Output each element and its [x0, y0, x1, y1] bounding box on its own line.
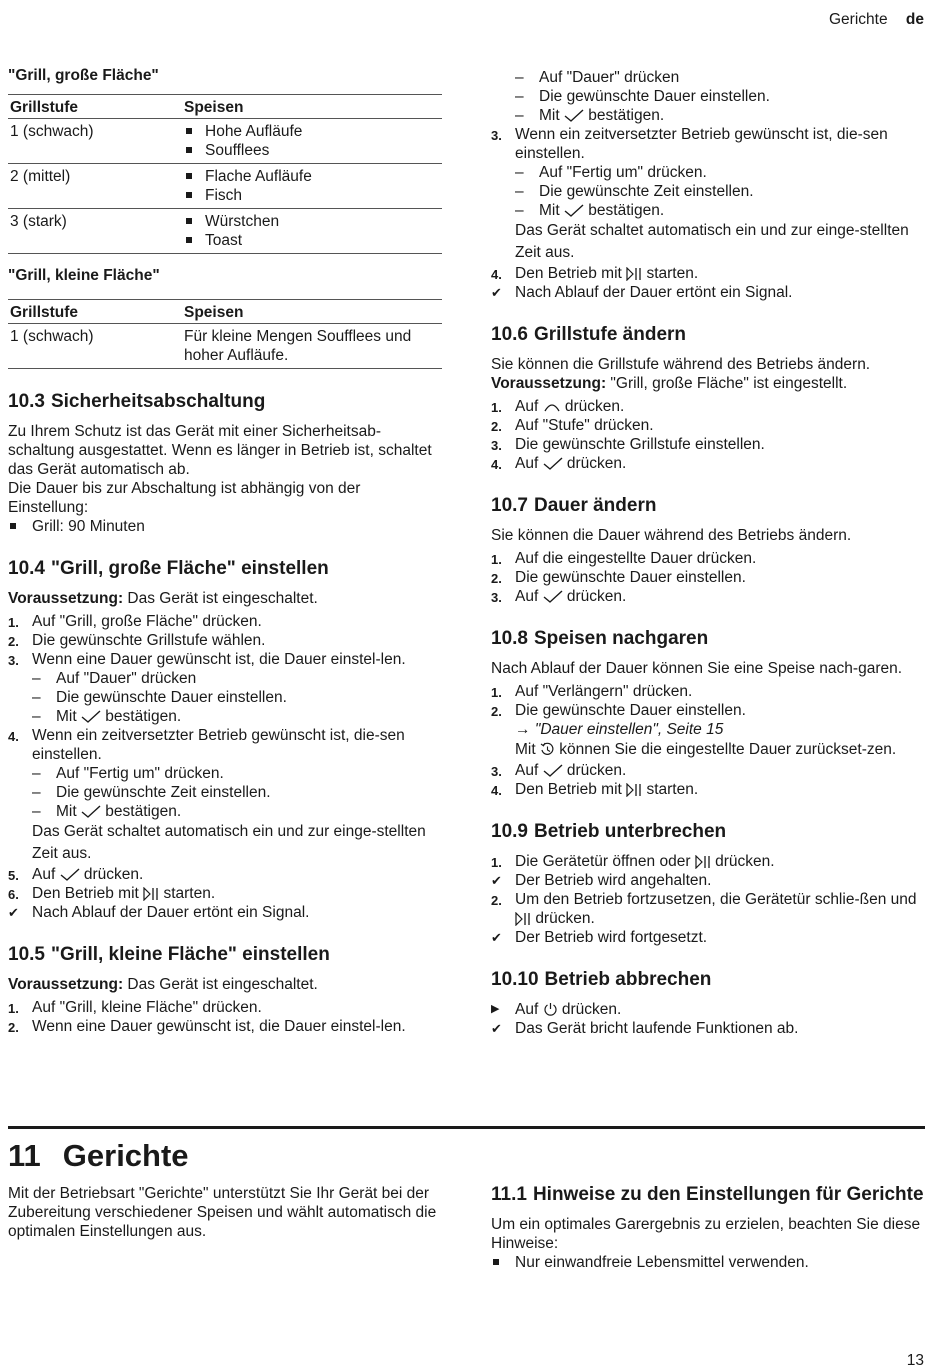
result-check-icon: ✔: [491, 1021, 502, 1036]
substep: [491, 106, 931, 125]
section-number: 10.9: [491, 821, 528, 842]
action-text: drücken.: [561, 1001, 622, 1018]
prerequisite-label: Voraussetzung:: [8, 590, 124, 607]
step-text: Auf "Stufe" drücken.: [515, 417, 654, 434]
step-text: starten.: [646, 781, 699, 798]
bullet-square-icon: [10, 523, 16, 529]
food-item: Toast: [205, 232, 243, 249]
grill-arc-icon: [543, 401, 561, 413]
substep: – Auf "Dauer" drücken: [8, 669, 442, 688]
substep-text: bestätigen.: [105, 708, 182, 725]
step-text: drücken.: [566, 588, 627, 605]
step-text: drücken.: [566, 762, 627, 779]
section-number: 11.1: [491, 1184, 527, 1205]
prerequisite-text: Das Gerät ist eingeschaltet.: [123, 976, 318, 993]
checkmark-icon: [81, 805, 101, 819]
step-text: Die gewünschte Dauer einstellen.: [515, 702, 746, 719]
step: 1. Auf drücken.: [491, 398, 625, 415]
level-cell: 2 (mittel): [8, 164, 182, 209]
level-cell: 1 (schwach): [8, 119, 182, 164]
result-check-icon: ✔: [8, 905, 19, 920]
section-title: "Grill, kleine Fläche" einstellen: [50, 944, 330, 965]
bullet-square-icon: [186, 147, 192, 153]
step: 1. Auf die eingestellte Dauer drücken.: [491, 550, 757, 567]
step-text: Auf "Verlängern" drücken.: [515, 683, 693, 700]
step-text: Wenn ein zeitversetzter Betrieb gewünscht ist, die-sen einstellen.: [32, 727, 405, 763]
note-text: können Sie die eingestellte Dauer zurückset-zen.: [559, 741, 897, 758]
left-column: [8, 66, 442, 1036]
action-triangle-icon: ▶: [491, 1003, 500, 1015]
checkmark-icon: [543, 590, 563, 604]
bullet-text: Grill: 90 Minuten: [32, 518, 145, 535]
step: 1. Auf "Grill, große Fläche" drücken.: [8, 613, 262, 630]
grill-large-caption: "Grill, große Fläche": [8, 67, 159, 84]
step: 1. Die Gerätetür öffnen oder drücken.: [491, 853, 775, 870]
step-text: Auf: [515, 398, 539, 415]
food-cell: Für kleine Mengen Soufflees und hoher Aufläufe.: [182, 324, 442, 369]
section-heading-10-4: [8, 558, 442, 580]
substep: [491, 201, 931, 220]
result-item: [491, 1019, 931, 1038]
page-number: 13: [906, 1352, 924, 1369]
result-check-icon: ✔: [491, 285, 502, 300]
section-number: 10.10: [491, 969, 539, 990]
substep: [8, 707, 442, 726]
section-title: Hinweise zu den Einstellungen für Gerichte: [532, 1184, 924, 1205]
section-heading-10-6: [491, 324, 931, 346]
section-heading-10-9: [491, 821, 931, 843]
section-number: 10.5: [8, 944, 45, 965]
section-number: 10.7: [491, 495, 528, 516]
step-note: Das Gerät schaltet automatisch ein und zur einge-stellten Zeit aus.: [32, 823, 426, 862]
prerequisite-text: Das Gerät ist eingeschaltet.: [123, 590, 318, 607]
table-header-row: [8, 95, 442, 119]
step-text: drücken.: [566, 455, 627, 472]
cross-reference-text: "Dauer einstellen", Seite 15: [534, 721, 724, 738]
step-text: Auf die eingestellte Dauer drücken.: [515, 550, 757, 567]
section-heading-10-8: [491, 628, 931, 650]
food-cell: [182, 119, 442, 164]
step: 2. Die gewünschte Grillstufe wählen.: [8, 632, 266, 649]
bullet-square-icon: [186, 192, 192, 198]
grill-small-caption: "Grill, kleine Fläche": [8, 267, 160, 284]
section-number: 10.4: [8, 558, 45, 579]
step-text: Auf: [32, 866, 56, 883]
substep-text: bestätigen.: [588, 202, 665, 219]
result-text: Der Betrieb wird angehalten.: [515, 872, 712, 889]
step-text: starten.: [646, 265, 699, 282]
note-text: Mit: [515, 741, 536, 758]
step: 2. Um den Betrieb fortzusetzen, die Gerätetür schlie-ßen und drücken.: [491, 891, 917, 927]
substep-text: Mit: [539, 202, 560, 219]
step: 4. Den Betrieb mit starten.: [491, 781, 699, 798]
substep-text: bestätigen.: [588, 107, 665, 124]
section-heading-10-10: [491, 969, 931, 991]
right-column: [491, 68, 931, 1038]
substep: – Die gewünschte Dauer einstellen.: [8, 688, 442, 707]
step: 3. Wenn ein zeitversetzter Betrieb gewünscht ist, die-sen einstellen.: [491, 126, 888, 162]
result-text: Das Gerät bricht laufende Funktionen ab.: [515, 1020, 799, 1037]
step: 3. Wenn eine Dauer gewünscht ist, die Dauer einstel-len.: [8, 651, 406, 668]
step-text: Den Betrieb mit: [32, 885, 139, 902]
step-text: Die gewünschte Dauer einstellen.: [515, 569, 746, 586]
prerequisite: [491, 374, 931, 393]
food-item: Fisch: [205, 187, 243, 204]
food-cell: [182, 164, 442, 209]
food-item: Würstchen: [205, 213, 280, 230]
arrow-right-icon: →: [515, 721, 535, 738]
level-cell: 3 (stark): [8, 209, 182, 254]
step-text: Auf "Grill, große Fläche" drücken.: [32, 613, 262, 630]
paragraph: Um ein optimales Garergebnis zu erzielen, beachten Sie diese Hinweise:: [491, 1216, 921, 1252]
result-item: [8, 903, 442, 922]
checkmark-icon: [60, 868, 80, 882]
bullet-square-icon: [186, 173, 192, 179]
table-row: [8, 164, 442, 209]
step-text: Wenn ein zeitversetzter Betrieb gewünscht ist, die-sen einstellen.: [515, 126, 888, 162]
checkmark-icon: [81, 710, 101, 724]
step-text: Den Betrieb mit: [515, 781, 622, 798]
play-pause-icon: [626, 267, 642, 281]
step-text: Wenn eine Dauer gewünscht ist, die Dauer einstel-len.: [32, 1018, 406, 1035]
step-text: Auf: [515, 455, 539, 472]
chapter-number: 11: [8, 1138, 41, 1173]
substep: – Auf "Dauer" drücken: [491, 68, 931, 87]
substep-text: Mit: [539, 107, 560, 124]
step-text: drücken.: [715, 853, 775, 870]
bullet-item: [8, 517, 442, 536]
col-header-level: Grillstufe: [8, 95, 182, 119]
result-check-icon: ✔: [491, 873, 502, 888]
action-item: [491, 1000, 931, 1019]
checkmark-icon: [543, 764, 563, 778]
prerequisite-label: Voraussetzung:: [491, 375, 607, 392]
step: 3. Die gewünschte Grillstufe einstellen.: [491, 436, 765, 453]
chapter-11-right: [491, 1184, 931, 1272]
section-number: 10.8: [491, 628, 528, 649]
step-text: Die gewünschte Grillstufe einstellen.: [515, 436, 765, 453]
section-heading-10-7: [491, 495, 931, 517]
result-text: Der Betrieb wird fortgesetzt.: [515, 929, 708, 946]
checkmark-icon: [564, 204, 584, 218]
step-text: Die Gerätetür öffnen oder: [515, 853, 691, 870]
section-title: Sicherheitsabschaltung: [50, 391, 266, 412]
result-item: [491, 283, 931, 302]
play-pause-icon: [515, 912, 531, 926]
section-title: Dauer ändern: [533, 495, 657, 516]
checkmark-icon: [543, 457, 563, 471]
prerequisite: [8, 975, 442, 994]
grill-large-table: [8, 94, 442, 254]
section-number: 10.6: [491, 324, 528, 345]
paragraph: Sie können die Dauer während des Betriebs ändern.: [491, 527, 852, 544]
prerequisite-text: "Grill, große Fläche" ist eingestellt.: [606, 375, 848, 392]
table-row: [8, 209, 442, 254]
table-row: [8, 119, 442, 164]
step: 4. Wenn ein zeitversetzter Betrieb gewünscht ist, die-sen einstellen.: [8, 727, 405, 763]
step: 4. Auf drücken.: [491, 455, 627, 472]
step: 2. Auf "Stufe" drücken.: [491, 417, 654, 434]
bullet-square-icon: [186, 218, 192, 224]
paragraph: Nach Ablauf der Dauer können Sie eine Speise nach-garen.: [491, 660, 903, 677]
chapter-rule: [8, 1126, 925, 1129]
play-pause-icon: [143, 887, 159, 901]
cross-reference-link[interactable]: [491, 720, 931, 739]
chapter-heading-11: [8, 1138, 189, 1174]
result-item: [491, 928, 931, 947]
prerequisite-label: Voraussetzung:: [8, 976, 124, 993]
section-title: Grillstufe ändern: [533, 324, 687, 345]
step-text: starten.: [163, 885, 216, 902]
play-pause-icon: [695, 855, 711, 869]
grill-small-table: [8, 299, 442, 369]
substep: – Die gewünschte Zeit einstellen.: [8, 783, 442, 802]
prerequisite: [8, 589, 442, 608]
table-row: [8, 324, 442, 369]
step-text: Die gewünschte Grillstufe wählen.: [32, 632, 266, 649]
section-title: Speisen nachgaren: [533, 628, 709, 649]
step: 2. Die gewünschte Dauer einstellen.: [491, 702, 746, 719]
section-heading-10-3: [8, 391, 442, 413]
substep: – Die gewünschte Zeit einstellen.: [491, 182, 931, 201]
substep-text: Mit: [56, 708, 77, 725]
food-item: Flache Aufläufe: [205, 168, 312, 185]
step-text: drücken.: [535, 910, 595, 927]
food-item: Soufflees: [205, 142, 270, 159]
result-check-icon: ✔: [491, 930, 502, 945]
section-title: "Grill, große Fläche" einstellen: [50, 558, 329, 579]
paragraph: Zu Ihrem Schutz ist das Gerät mit einer Sicherheitsab-schaltung ausgestattet. Wenn es länger in Betrieb ist, schaltet das Gerät automatisch ab.: [8, 423, 432, 478]
step-text: Um den Betrieb fortzusetzen, die Gerätetür schlie-ßen und: [515, 891, 917, 908]
substep: – Auf "Fertig um" drücken.: [491, 163, 931, 182]
step: 3. Auf drücken.: [491, 588, 627, 605]
bullet-square-icon: [493, 1259, 499, 1265]
paragraph: Die Dauer bis zur Abschaltung ist abhängig von der Einstellung:: [8, 480, 361, 516]
result-text: Nach Ablauf der Dauer ertönt ein Signal.: [32, 904, 310, 921]
result-text: Nach Ablauf der Dauer ertönt ein Signal.: [515, 284, 793, 301]
power-icon: [543, 1002, 558, 1017]
step: 4. Den Betrieb mit starten.: [491, 265, 699, 282]
bullet-square-icon: [186, 237, 192, 243]
section-number: 10.3: [8, 391, 45, 412]
reset-timer-icon: [540, 742, 555, 757]
step-note: Das Gerät schaltet automatisch ein und zur einge-stellten Zeit aus.: [515, 222, 909, 261]
food-cell: [182, 209, 442, 254]
step: 2. Die gewünschte Dauer einstellen.: [491, 569, 746, 586]
step: 5. Auf drücken.: [8, 866, 144, 883]
food-item: Hohe Aufläufe: [205, 123, 303, 140]
col-header-food: Speisen: [182, 300, 442, 324]
play-pause-icon: [626, 783, 642, 797]
col-header-level: Grillstufe: [8, 300, 182, 324]
paragraph: Mit der Betriebsart "Gerichte" unterstützt Sie Ihr Gerät bei der Zubereitung verschiedener Speisen und wählt automatisch die optimalen Einstellungen aus.: [8, 1185, 437, 1240]
bullet-text: Nur einwandfreie Lebensmittel verwenden.: [515, 1254, 809, 1271]
section-title: Betrieb abbrechen: [544, 969, 712, 990]
step-text: drücken.: [564, 398, 625, 415]
running-header: [829, 10, 924, 29]
section-heading-11-1: [491, 1184, 931, 1206]
step: 1. Auf "Grill, kleine Fläche" drücken.: [8, 999, 262, 1016]
substep: [8, 802, 442, 821]
bullet-square-icon: [186, 128, 192, 134]
substep-text: bestätigen.: [105, 803, 182, 820]
step-text: Wenn eine Dauer gewünscht ist, die Dauer einstel-len.: [32, 651, 406, 668]
substep: – Die gewünschte Dauer einstellen.: [491, 87, 931, 106]
section-title: Betrieb unterbrechen: [533, 821, 727, 842]
chapter-11-left: [8, 1184, 442, 1241]
level-cell: 1 (schwach): [8, 324, 182, 369]
section-heading-10-5: [8, 944, 442, 966]
step: 6. Den Betrieb mit starten.: [8, 885, 216, 902]
result-item: [491, 871, 931, 890]
substep-text: Mit: [56, 803, 77, 820]
header-language: de: [905, 11, 924, 28]
bullet-item: [491, 1253, 931, 1272]
step-text: Den Betrieb mit: [515, 265, 622, 282]
action-text: Auf: [515, 1001, 539, 1018]
paragraph: Sie können die Grillstufe während des Betriebs ändern.: [491, 356, 871, 373]
step-text: Auf: [515, 588, 539, 605]
checkmark-icon: [564, 109, 584, 123]
step: 3. Auf drücken.: [491, 762, 627, 779]
step-note: [491, 739, 931, 761]
step-text: drücken.: [83, 866, 144, 883]
table-header-row: [8, 300, 442, 324]
chapter-title: Gerichte: [62, 1138, 189, 1173]
col-header-food: Speisen: [182, 95, 442, 119]
step-text: Auf "Grill, kleine Fläche" drücken.: [32, 999, 262, 1016]
header-section: Gerichte: [829, 11, 888, 28]
step: 2. Wenn eine Dauer gewünscht ist, die Dauer einstel-len.: [8, 1018, 406, 1035]
substep: – Auf "Fertig um" drücken.: [8, 764, 442, 783]
step: 1. Auf "Verlängern" drücken.: [491, 683, 693, 700]
step-text: Auf: [515, 762, 539, 779]
